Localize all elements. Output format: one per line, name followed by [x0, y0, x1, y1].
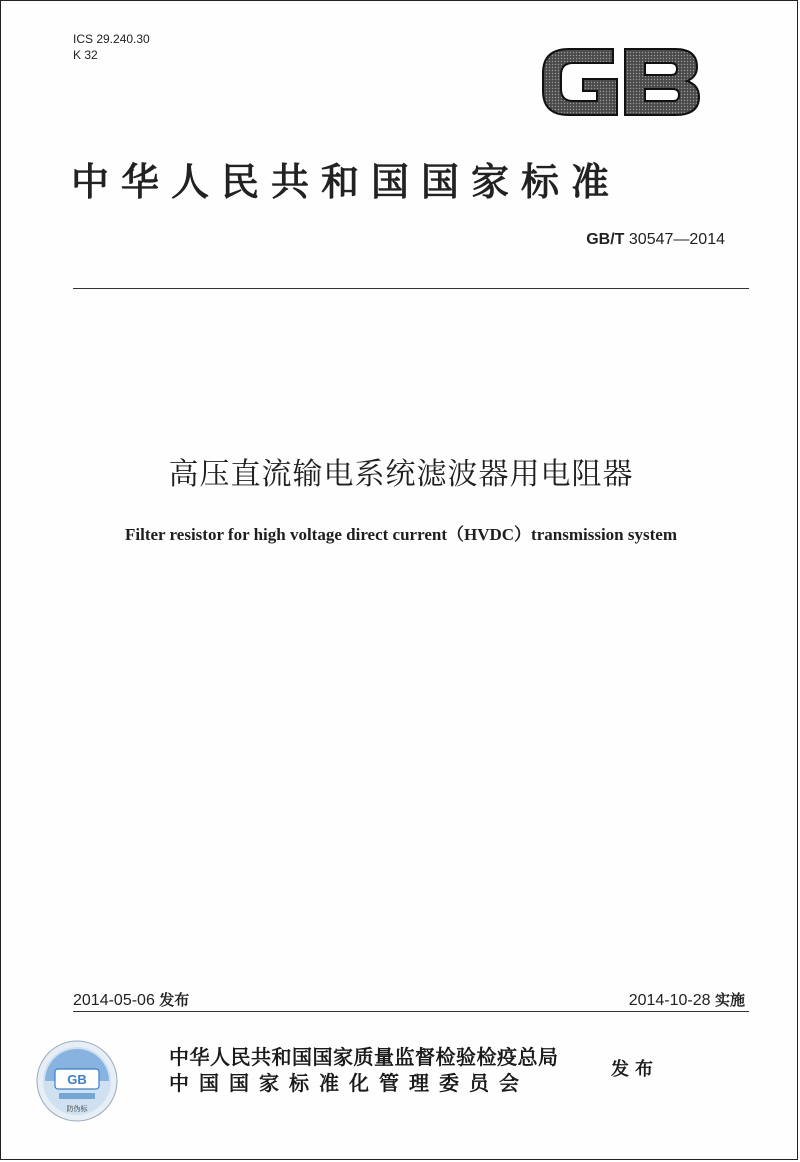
- ccs-code: K 32: [73, 48, 98, 62]
- release-date-value: 2014-05-06: [73, 992, 155, 1009]
- bottom-divider: [73, 1011, 749, 1012]
- standard-number: [586, 231, 725, 249]
- document-title-cn: 高压直流输电系统滤波器用电阻器: [168, 457, 634, 492]
- implement-date-value: 2014-10-28: [628, 992, 711, 1009]
- publish-label: 发布: [611, 1059, 659, 1080]
- issuer-sac: 中国国家标准化管理委员会: [169, 1071, 529, 1095]
- top-divider: [73, 288, 749, 289]
- implement-label: 实施: [714, 991, 745, 1009]
- document-title-en: Filter resistor for high voltage direct current（HVDC）transmission system: [125, 525, 677, 544]
- standard-code: 30547—2014: [628, 231, 725, 248]
- release-date: [73, 989, 189, 1010]
- svg-text:GB: GB: [67, 1072, 87, 1087]
- gb-logo-icon: [539, 39, 701, 125]
- standard-prefix: GB/T: [586, 231, 625, 248]
- sticker-text: 防伪标: [66, 1105, 88, 1113]
- classification-codes: [73, 31, 150, 63]
- release-label: 发布: [159, 991, 190, 1009]
- national-standard-title: 中华人民共和国国家标准: [71, 159, 622, 204]
- anti-counterfeit-sticker-icon: [35, 1039, 119, 1123]
- issuer-aqsiq: 中华人民共和国国家质量监督检验检疫总局: [169, 1045, 559, 1069]
- ics-code: ICS 29.240.30: [73, 32, 150, 46]
- implement-date: [629, 989, 745, 1010]
